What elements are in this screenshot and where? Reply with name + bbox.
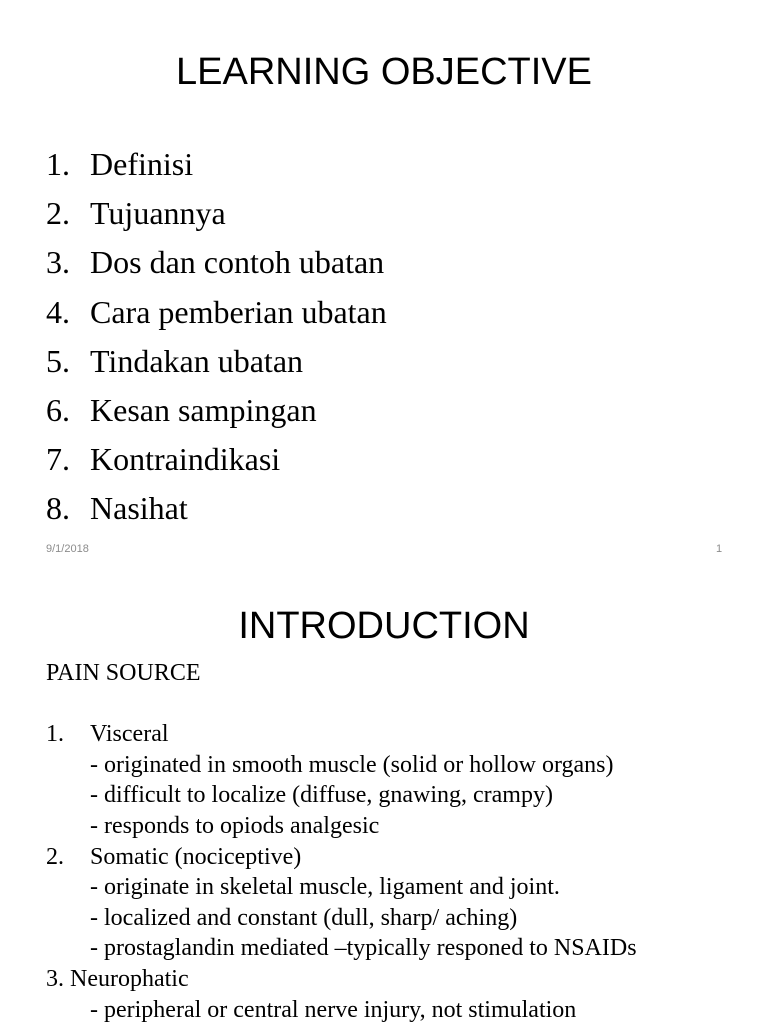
spacer (46, 689, 637, 720)
item-text: Cara pemberian ubatan (90, 293, 387, 330)
sub-point: - originate in skeletal muscle, ligament and joint. (90, 874, 560, 901)
item-text: Tujuannya (90, 195, 226, 232)
list-item: 3. Neurophatic (46, 965, 189, 992)
item-label: Visceral (90, 721, 169, 748)
slide-body (46, 658, 637, 1025)
item-number: 2. (46, 843, 64, 870)
list-item (46, 435, 387, 484)
slide-page-number: 1 (716, 543, 723, 555)
item-number: 4. (46, 293, 70, 330)
slide-title: INTRODUCTION (238, 605, 530, 647)
item-label: Somatic (nociceptive) (90, 843, 302, 870)
slide-introduction (0, 570, 768, 1024)
item-number: 5. (46, 342, 70, 379)
sub-point: - peripheral or central nerve injury, not stimulation (90, 996, 577, 1023)
item-number: 3. (46, 244, 70, 281)
slide-date: 9/1/2018 (46, 543, 89, 555)
list-item (46, 189, 387, 238)
item-number: 8. (46, 490, 70, 527)
item-number: 1. (46, 146, 70, 182)
item-number: 1. (46, 721, 64, 748)
item-text: Nasihat (90, 490, 188, 527)
sub-point: - localized and constant (dull, sharp/ aching) (90, 904, 518, 931)
list-item (46, 238, 387, 287)
list-item (46, 719, 637, 750)
list-item (46, 484, 387, 533)
item-text: Kontraindikasi (90, 441, 281, 478)
list-item (46, 140, 387, 189)
list-item (46, 386, 387, 435)
objective-list (46, 140, 387, 534)
sub-point: - originated in smooth muscle (solid or hollow organs) (90, 751, 614, 778)
section-heading: PAIN SOURCE (46, 660, 201, 686)
item-text: Definisi (90, 146, 194, 182)
item-number: 7. (46, 441, 70, 478)
item-text: Kesan sampingan (90, 392, 317, 429)
item-number: 6. (46, 392, 70, 429)
sub-point: - responds to opiods analgesic (90, 812, 380, 839)
slide-title: LEARNING OBJECTIVE (176, 51, 592, 93)
list-item (46, 337, 387, 386)
sub-point: - difficult to localize (diffuse, gnawing, crampy) (90, 782, 553, 809)
item-number: 2. (46, 195, 70, 232)
item-text: Dos dan contoh ubatan (90, 244, 385, 281)
item-text: Tindakan ubatan (90, 342, 304, 379)
list-item (46, 842, 637, 873)
sub-point: - prostaglandin mediated –typically responed to NSAIDs (90, 935, 637, 962)
list-item (46, 288, 387, 337)
